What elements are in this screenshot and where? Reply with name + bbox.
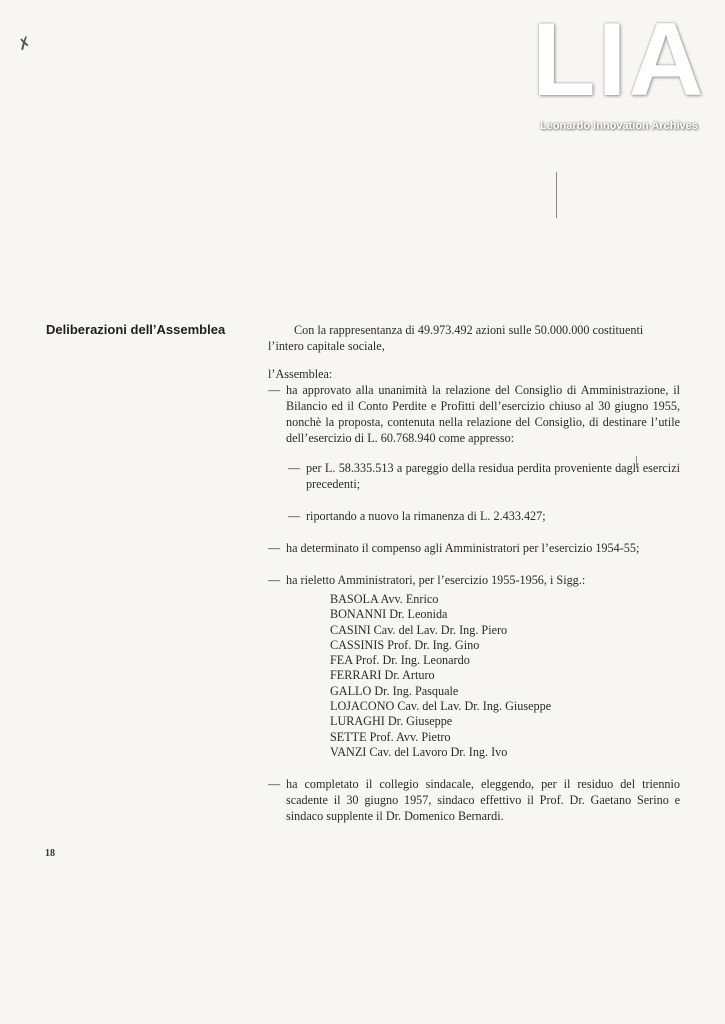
director-name: CASSINIS Prof. Dr. Ing. Gino xyxy=(330,637,480,652)
director-name: FEA Prof. Dr. Ing. Leonardo xyxy=(330,653,470,668)
resolution-item xyxy=(268,540,680,556)
resolution-subitem xyxy=(268,508,680,524)
handwritten-mark: ✗ xyxy=(15,34,35,55)
resolution-item xyxy=(268,776,680,824)
directors-list xyxy=(330,592,680,760)
item-compensation-text: ha determinato il compenso agli Amministratori per l’esercizio 1954-55; xyxy=(286,541,640,555)
assembly-label: l’Assemblea: xyxy=(268,367,333,381)
dash-marker: — xyxy=(288,509,301,523)
section-heading: Deliberazioni dell’Assemblea xyxy=(46,322,226,337)
director-name: VANZI Cav. del Lavoro Dr. Ing. Ivo xyxy=(330,744,508,759)
director-name: BONANNI Dr. Leonida xyxy=(330,607,448,622)
dash-marker: — xyxy=(268,573,281,587)
dash-marker: — xyxy=(268,541,281,555)
page-number: 18 xyxy=(45,848,55,859)
director-name: LOJACONO Cav. del Lav. Dr. Ing. Giuseppe xyxy=(330,699,552,714)
director-name: FERRARI Dr. Arturo xyxy=(330,668,435,683)
subitem-text: riportando a nuovo la rimanenza di L. 2.433.427; xyxy=(306,509,546,523)
scan-speck xyxy=(556,172,557,218)
lia-watermark xyxy=(532,2,722,138)
resolution-item xyxy=(268,382,680,446)
watermark-logo: LIA xyxy=(532,2,706,118)
director-name: CASINI Cav. del Lav. Dr. Ing. Piero xyxy=(330,622,508,637)
resolution-text xyxy=(268,322,680,824)
subitem-text: per L. 58.335.513 a pareggio della residua perdita proveniente dagli esercizi precedenti; xyxy=(306,461,680,491)
dash-marker: — xyxy=(268,777,281,792)
resolution-subitem xyxy=(268,460,680,492)
director-name: GALLO Dr. Ing. Pasquale xyxy=(330,683,459,698)
director-name: SETTE Prof. Avv. Pietro xyxy=(330,729,451,744)
dash-marker: — xyxy=(288,461,301,475)
item-approval-text: ha approvato alla unanimità la relazione del Consiglio di Amministrazione, il Bilancio ed il Conto Perdite e Profitti dell’esercizio chiuso al 30 giugno 1955, nonchè la proposta, contenuta nella relazione del Consiglio, di destinare l’utile dell’esercizio di L. 60.768.940 come appresso: xyxy=(286,383,680,445)
dash-marker: — xyxy=(268,383,281,397)
item-auditors-text: ha completato il collegio sindacale, eleggendo, per il residuo del triennio scadente il 30 giugno 1957, sindaco effettivo il Prof. Dr. Gaetano Serino e sindaco supplente il Dr. Domenico Bernardi. xyxy=(286,777,680,824)
director-name: BASOLA Avv. Enrico xyxy=(330,592,439,606)
item-reelection-text: ha rieletto Amministratori, per l’esercizio 1955-1956, i Sigg.: xyxy=(286,573,586,587)
director-name: LURAGHI Dr. Giuseppe xyxy=(330,714,453,729)
intro-paragraph: Con la rappresentanza di 49.973.492 azioni sulle 50.000.000 costituenti l’intero capitale sociale, xyxy=(268,323,644,353)
resolution-item xyxy=(268,572,680,588)
watermark-subtitle: Leonardo Innovation Archives xyxy=(540,120,698,132)
